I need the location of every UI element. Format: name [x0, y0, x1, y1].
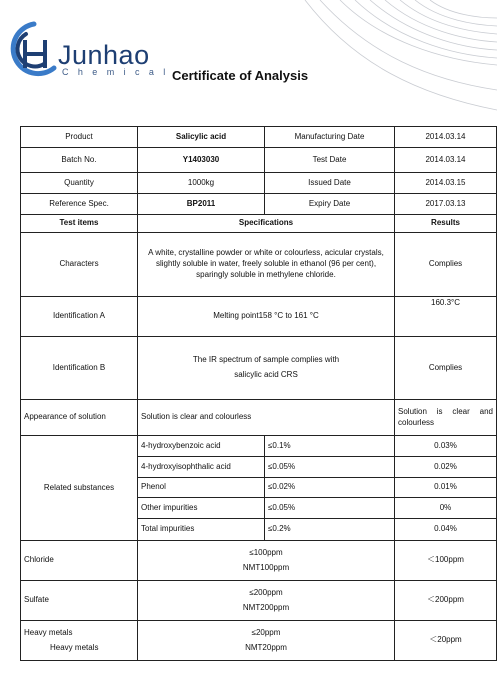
expiry-date-value: 2017.03.13	[395, 194, 497, 215]
substance-name: Total impurities	[138, 519, 265, 541]
test-spec	[138, 541, 395, 581]
substance-result: 0.02%	[395, 457, 497, 478]
test-row-identification-a	[21, 297, 497, 337]
batch-label: Batch No.	[21, 148, 138, 173]
test-item-related-substances: Related substances	[21, 436, 138, 541]
test-spec: A white, crystalline powder or white or colourless, acicular crystals, slightly soluble in water, freely soluble in ethanol (96 per cent), sparingly soluble in methylene chloride.	[138, 233, 395, 297]
test-row-characters	[21, 233, 497, 297]
substance-limit: ≤0.05%	[265, 457, 395, 478]
test-spec-line: NMT200ppm	[242, 602, 290, 612]
test-result: Complies	[395, 337, 497, 400]
column-header-test-items: Test items	[21, 215, 138, 233]
test-item: Chloride	[21, 541, 138, 581]
product-value: Salicylic acid	[138, 127, 265, 148]
test-spec	[138, 337, 395, 400]
test-row-appearance	[21, 400, 497, 436]
test-date-value: 2014.03.14	[395, 148, 497, 173]
test-item: Sulfate	[21, 581, 138, 621]
table-header-row	[21, 215, 497, 233]
test-result: 160.3°C	[395, 297, 497, 337]
substance-name: 4-hydroxyisophthalic acid	[138, 457, 265, 478]
reference-spec-label: Reference Spec.	[21, 194, 138, 215]
info-row-product	[21, 127, 497, 148]
quantity-label: Quantity	[21, 173, 138, 194]
test-result: ＜20ppm	[395, 621, 497, 661]
test-item: Characters	[21, 233, 138, 297]
test-item: Appearance of solution	[21, 400, 138, 436]
substance-limit: ≤0.2%	[265, 519, 395, 541]
reference-spec-value: BP2011	[138, 194, 265, 215]
test-spec: Melting point158 °C to 161 °C	[138, 297, 395, 337]
substance-result: 0%	[395, 498, 497, 519]
test-item-line: Heavy metals	[24, 627, 73, 637]
issued-date-value: 2014.03.15	[395, 173, 497, 194]
test-result: Solution is clear and colourless	[395, 400, 497, 436]
info-row-quantity	[21, 173, 497, 194]
test-spec-line: NMT20ppm	[245, 642, 287, 652]
test-row-heavy-metals	[21, 621, 497, 661]
column-header-specifications: Specifications	[138, 215, 395, 233]
test-row-sulfate	[21, 581, 497, 621]
column-header-results: Results	[395, 215, 497, 233]
test-spec-line: ≤20ppm	[251, 627, 281, 637]
test-spec-line: NMT100ppm	[242, 562, 290, 572]
product-label: Product	[21, 127, 138, 148]
info-row-batch	[21, 148, 497, 173]
test-item: Identification B	[21, 337, 138, 400]
test-item	[21, 621, 138, 661]
mfg-date-label: Manufacturing Date	[265, 127, 395, 148]
test-row-identification-b	[21, 337, 497, 400]
substance-name: Other impurities	[138, 498, 265, 519]
test-result: Complies	[395, 233, 497, 297]
test-date-label: Test Date	[265, 148, 395, 173]
substance-result: 0.03%	[395, 436, 497, 457]
analysis-table	[20, 126, 497, 661]
brand-name: Junhao	[58, 40, 150, 70]
substance-name: 4-hydroxybenzoic acid	[138, 436, 265, 457]
substance-limit: ≤0.05%	[265, 498, 395, 519]
test-spec-line: ≤100ppm	[249, 547, 283, 557]
test-spec	[138, 581, 395, 621]
test-result: ＜200ppm	[395, 581, 497, 621]
issued-date-label: Issued Date	[265, 173, 395, 194]
test-spec-line: ≤200ppm	[249, 587, 283, 597]
test-item-line: Heavy metals	[50, 642, 99, 652]
test-item: Identification A	[21, 297, 138, 337]
batch-value: Y1403030	[138, 148, 265, 173]
substance-result: 0.04%	[395, 519, 497, 541]
test-result: ＜100ppm	[395, 541, 497, 581]
test-spec: Solution is clear and colourless	[138, 400, 395, 436]
test-spec-line: salicylic acid CRS	[234, 370, 298, 379]
expiry-date-label: Expiry Date	[265, 194, 395, 215]
test-spec-line: The IR spectrum of sample complies with	[192, 355, 340, 365]
substance-result: 0.01%	[395, 478, 497, 498]
substance-name: Phenol	[138, 478, 265, 498]
test-spec	[138, 621, 395, 661]
decorative-swirl-graphic	[300, 0, 497, 130]
related-substance-row	[21, 436, 497, 457]
test-row-chloride	[21, 541, 497, 581]
document-title: Certificate of Analysis	[172, 68, 309, 83]
brand-subtitle: Chemical	[62, 67, 175, 77]
substance-limit: ≤0.02%	[265, 478, 395, 498]
substance-limit: ≤0.1%	[265, 436, 395, 457]
info-row-reference	[21, 194, 497, 215]
document-header	[0, 0, 497, 130]
mfg-date-value: 2014.03.14	[395, 127, 497, 148]
quantity-value: 1000kg	[138, 173, 265, 194]
